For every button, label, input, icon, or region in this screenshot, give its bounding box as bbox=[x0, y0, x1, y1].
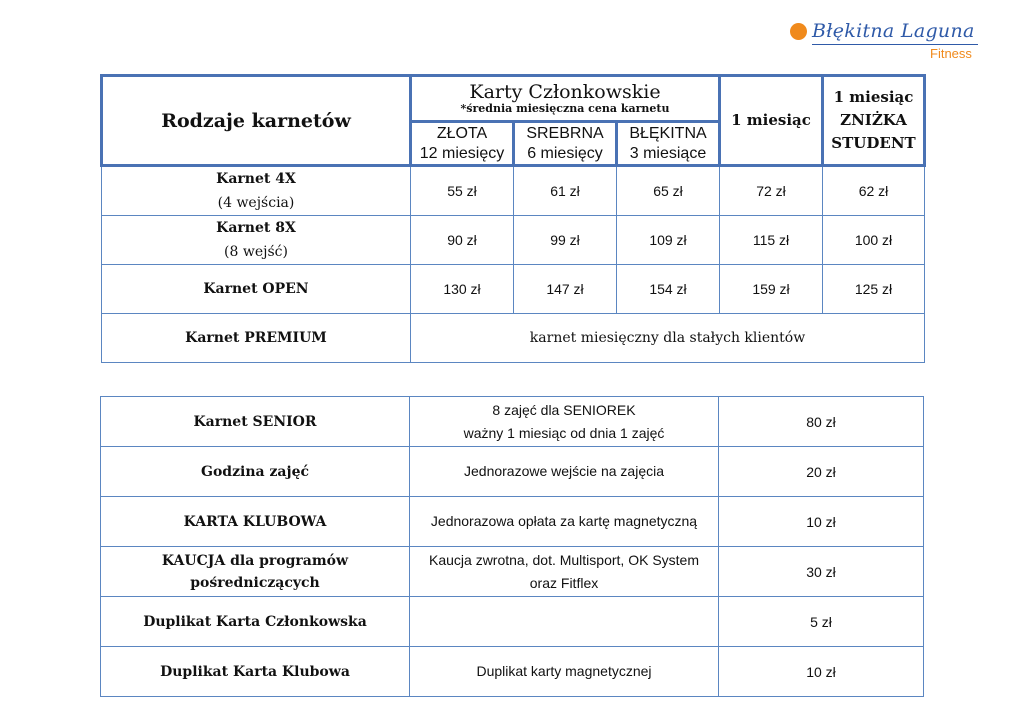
price-cell: 55 zł bbox=[411, 166, 514, 216]
row-label bbox=[102, 265, 411, 314]
price-cell: 65 zł bbox=[617, 166, 720, 216]
header-card-gold bbox=[411, 122, 514, 166]
fee-price: 10 zł bbox=[719, 647, 924, 697]
desc-line: oraz Fitflex bbox=[529, 574, 599, 591]
table-row bbox=[101, 497, 924, 547]
premium-description: karnet miesięczny dla stałych klientów bbox=[411, 314, 925, 363]
pass-name: Karnet PREMIUM bbox=[185, 330, 327, 346]
table-row bbox=[102, 265, 925, 314]
fee-label: Karnet SENIOR bbox=[101, 397, 410, 447]
table-row bbox=[102, 216, 925, 265]
price-cell: 159 zł bbox=[720, 265, 823, 314]
price-cell: 99 zł bbox=[514, 216, 617, 265]
desc-line: ważny 1 miesiąc od dnia 1 zajęć bbox=[463, 424, 665, 441]
logo-name: Błękitna Laguna bbox=[812, 20, 975, 42]
desc-line: Kaucja zwrotna, dot. Multisport, OK System bbox=[429, 551, 699, 568]
pass-name: Karnet OPEN bbox=[203, 281, 309, 297]
pricing-table bbox=[100, 74, 926, 363]
pass-name: Karnet 8X bbox=[216, 220, 296, 236]
table-row bbox=[101, 597, 924, 647]
price-cell: 147 zł bbox=[514, 265, 617, 314]
card-name: ZŁOTA bbox=[436, 124, 488, 142]
card-period: 12 miesięcy bbox=[419, 144, 505, 162]
table-row bbox=[101, 647, 924, 697]
price-cell: 130 zł bbox=[411, 265, 514, 314]
fee-label: Duplikat Karta Klubowa bbox=[101, 647, 410, 697]
header-pass-types: Rodzaje karnetów bbox=[102, 76, 411, 166]
label-line: pośredniczących bbox=[190, 574, 320, 591]
pass-detail: (8 wejść) bbox=[224, 244, 288, 260]
table-row bbox=[101, 547, 924, 597]
price-cell: 115 zł bbox=[720, 216, 823, 265]
fee-label: Duplikat Karta Członkowska bbox=[101, 597, 410, 647]
card-period: 3 miesiące bbox=[629, 144, 707, 162]
membership-cards-note: *średnia miesięczna cena karnetu bbox=[460, 101, 670, 115]
fee-price: 20 zł bbox=[719, 447, 924, 497]
fee-description: Jednorazowa opłata za kartę magnetyczną bbox=[410, 497, 719, 547]
header-one-month: 1 miesiąc bbox=[720, 76, 823, 166]
desc-line: 8 zajęć dla SENIOREK bbox=[492, 401, 636, 418]
fee-label bbox=[101, 547, 410, 597]
fee-description-empty bbox=[410, 597, 719, 647]
table-row bbox=[101, 397, 924, 447]
price-cell: 125 zł bbox=[823, 265, 925, 314]
card-name: SREBRNA bbox=[526, 124, 604, 142]
fee-label: KARTA KLUBOWA bbox=[101, 497, 410, 547]
fee-label: Godzina zajęć bbox=[101, 447, 410, 497]
price-cell: 154 zł bbox=[617, 265, 720, 314]
fee-description: Duplikat karty magnetycznej bbox=[410, 647, 719, 697]
fee-price: 30 zł bbox=[719, 547, 924, 597]
table-row bbox=[102, 314, 925, 363]
fee-price: 5 zł bbox=[719, 597, 924, 647]
price-cell: 61 zł bbox=[514, 166, 617, 216]
row-label bbox=[102, 166, 411, 216]
fee-price: 80 zł bbox=[719, 397, 924, 447]
student-line-1: 1 miesiąc bbox=[833, 88, 914, 106]
header-membership-cards bbox=[411, 76, 720, 122]
brand-logo bbox=[788, 18, 988, 63]
fees-table bbox=[100, 396, 924, 697]
table-row bbox=[102, 166, 925, 216]
price-cell: 90 zł bbox=[411, 216, 514, 265]
logo-dot-icon bbox=[790, 23, 807, 40]
price-cell: 109 zł bbox=[617, 216, 720, 265]
student-line-3: STUDENT bbox=[831, 134, 916, 152]
pass-detail: (4 wejścia) bbox=[217, 195, 295, 211]
fee-description: Jednorazowe wejście na zajęcia bbox=[410, 447, 719, 497]
label-line: KAUCJA dla programów bbox=[161, 552, 349, 569]
logo-underline bbox=[812, 44, 978, 45]
price-cell: 72 zł bbox=[720, 166, 823, 216]
student-line-2: ZNIŻKA bbox=[840, 111, 907, 129]
pass-name: Karnet 4X bbox=[216, 171, 296, 187]
card-name: BŁĘKITNA bbox=[629, 124, 707, 142]
header-student-discount bbox=[823, 76, 925, 166]
table-row bbox=[101, 447, 924, 497]
card-period: 6 miesięcy bbox=[527, 144, 603, 162]
header-card-blue bbox=[617, 122, 720, 166]
fee-description bbox=[410, 397, 719, 447]
price-cell: 100 zł bbox=[823, 216, 925, 265]
row-label bbox=[102, 314, 411, 363]
fee-description bbox=[410, 547, 719, 597]
header-card-silver bbox=[514, 122, 617, 166]
logo-subtitle: Fitness bbox=[930, 46, 972, 61]
fee-price: 10 zł bbox=[719, 497, 924, 547]
membership-cards-title: Karty Członkowskie bbox=[469, 80, 661, 103]
price-cell: 62 zł bbox=[823, 166, 925, 216]
row-label bbox=[102, 216, 411, 265]
